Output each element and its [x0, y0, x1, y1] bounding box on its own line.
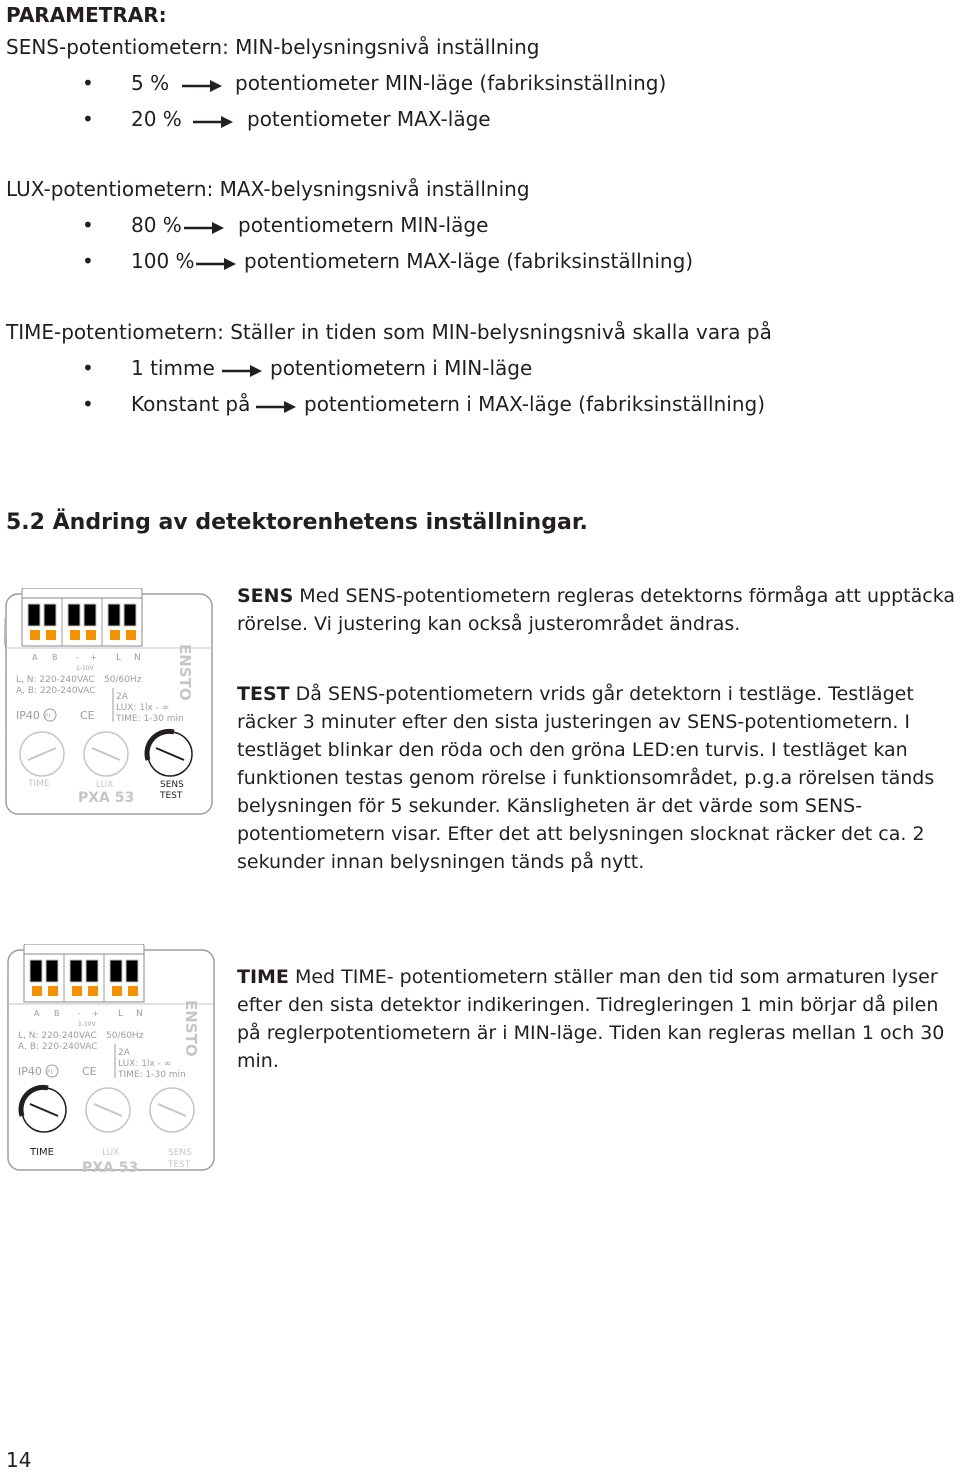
svg-text:FI: FI: [47, 1069, 53, 1076]
time-item-2-value: Konstant på: [131, 392, 251, 416]
params-heading: PARAMETRAR:: [6, 3, 167, 27]
time-item-1-desc: potentiometern i MIN-läge: [270, 356, 533, 380]
pxa53-device-time: [6, 944, 220, 1188]
svg-text:PXA 53: PXA 53: [78, 790, 135, 806]
test-text: Då SENS-potentiometern vrids går detektorn i testläge. Testläget räcker 3 minuter efter den sista justeringen av SENS-potentiometern. I testläget blinkar den röda och den gröna LED:en turvis. I testläget kan funktionen testas genom rörelse i funktionsområdet, p.g.a rörelsen tänds belysningen för 5 sekunder. Känsligheten är det värde som SENS-potentiometern visar. Efter det att belysningen slocknat räcker det ca. 2 sekunder innan belysningen tänds på nytt.: [237, 683, 935, 873]
svg-text:L: L: [118, 1009, 124, 1019]
arrow-right-icon: [182, 79, 222, 93]
svg-text:CE: CE: [82, 1065, 97, 1078]
svg-text:1-10V: 1-10V: [76, 665, 94, 672]
svg-text:LUX: LUX: [96, 780, 114, 790]
svg-text:TEST: TEST: [160, 791, 183, 801]
lux-item-1-value: 80 %: [131, 213, 182, 237]
bullet: •: [82, 392, 94, 416]
svg-text:LUX: 1lx - ∞: LUX: 1lx - ∞: [118, 1059, 172, 1069]
time-item-2-desc: potentiometern i MAX-läge (fabriksinställning): [304, 392, 766, 416]
bullet: •: [82, 71, 94, 95]
svg-text:B: B: [52, 653, 58, 662]
svg-text:-: -: [78, 1009, 81, 1018]
svg-text:50/60Hz: 50/60Hz: [104, 675, 142, 685]
svg-text:L, N: 220-240VAC: L, N: 220-240VAC: [18, 1031, 97, 1041]
svg-text:L: L: [116, 653, 122, 663]
svg-text:IP40: IP40: [18, 1065, 42, 1078]
time-item-1-value: 1 timme: [131, 356, 215, 380]
svg-text:1-10V: 1-10V: [78, 1021, 96, 1028]
svg-text:A, B: 220-240VAC: A, B: 220-240VAC: [16, 686, 96, 696]
test-lead: TEST: [237, 683, 290, 705]
svg-text:SENS: SENS: [168, 1148, 192, 1158]
arrow-right-icon: [184, 221, 224, 235]
lux-item-2-value: 100 %: [131, 249, 195, 273]
arrow-right-icon: [193, 115, 233, 129]
svg-text:TIME: TIME: [28, 779, 50, 789]
bullet: •: [82, 107, 94, 131]
sens-paragraph: [237, 582, 959, 638]
svg-text:-: -: [76, 653, 79, 662]
test-paragraph: [237, 680, 959, 876]
sens-item-2-value: 20 %: [131, 107, 182, 131]
svg-text:LUX: LUX: [102, 1148, 120, 1158]
arrow-right-icon: [256, 400, 296, 414]
svg-text:ENSTO: ENSTO: [176, 644, 194, 701]
svg-text:N: N: [134, 653, 141, 663]
lux-title: LUX-potentiometern: MAX-belysningsnivå inställning: [6, 177, 530, 201]
svg-text:N: N: [136, 1009, 143, 1019]
sens-item-1-desc: potentiometer MIN-läge (fabriksinställning): [235, 71, 667, 95]
time-paragraph: [237, 963, 959, 1075]
svg-text:A: A: [34, 1009, 40, 1018]
svg-text:TIME: 1-30 min: TIME: 1-30 min: [118, 1070, 186, 1080]
svg-text:L, N: 220-240VAC: L, N: 220-240VAC: [16, 675, 95, 685]
pxa53-device-sens: [4, 588, 218, 832]
svg-text:2A: 2A: [116, 692, 128, 702]
time-lead: TIME: [237, 966, 289, 988]
bullet: •: [82, 356, 94, 380]
svg-text:PXA 53: PXA 53: [82, 1160, 139, 1176]
svg-text:IP40: IP40: [16, 709, 40, 722]
svg-text:TIME: 1-30 min: TIME: 1-30 min: [116, 714, 184, 724]
lux-item-1-desc: potentiometern MIN-läge: [238, 213, 489, 237]
bullet: •: [82, 213, 94, 237]
svg-text:+: +: [92, 1009, 99, 1018]
sens-title: SENS-potentiometern: MIN-belysningsnivå inställning: [6, 35, 540, 59]
svg-text:LUX: 1lx - ∞: LUX: 1lx - ∞: [116, 703, 170, 713]
arrow-right-icon: [222, 364, 262, 378]
sens-text: Med SENS-potentiometern regleras detektorns förmåga att upptäcka rörelse. Vi justering kan också justerområdet ändras.: [237, 585, 956, 635]
svg-text:CE: CE: [80, 709, 95, 722]
arrow-right-icon: [196, 257, 236, 271]
svg-text:A, B: 220-240VAC: A, B: 220-240VAC: [18, 1042, 98, 1052]
bullet: •: [82, 249, 94, 273]
svg-text:50/60Hz: 50/60Hz: [106, 1031, 144, 1041]
svg-text:2A: 2A: [118, 1048, 130, 1058]
svg-text:A: A: [32, 653, 38, 662]
sens-lead: SENS: [237, 585, 294, 607]
svg-text:+: +: [90, 653, 97, 662]
svg-text:TIME: TIME: [30, 1147, 55, 1158]
sens-item-2-desc: potentiometer MAX-läge: [247, 107, 491, 131]
svg-text:B: B: [54, 1009, 60, 1018]
section-heading: 5.2 Ändring av detektorenhetens inställningar.: [6, 510, 588, 535]
svg-text:TEST: TEST: [168, 1160, 191, 1170]
time-text: Med TIME- potentiometern ställer man den tid som armaturen lyser efter den sista detektor indikeringen. Tidregleringen 1 min börjar då pilen på reglerpotentiometern är i MIN-läge. Tiden kan regleras mellan 1 och 30 min.: [237, 966, 945, 1072]
svg-text:SENS: SENS: [160, 780, 184, 790]
sens-item-1-value: 5 %: [131, 71, 170, 95]
lux-item-2-desc: potentiometern MAX-läge (fabriksinställning): [244, 249, 694, 273]
page-number: 14: [6, 1448, 32, 1472]
svg-text:ENSTO: ENSTO: [182, 1000, 200, 1057]
svg-text:FI: FI: [45, 713, 51, 720]
time-title: TIME-potentiometern: Ställer in tiden som MIN-belysningsnivå skalla vara på: [6, 320, 772, 344]
